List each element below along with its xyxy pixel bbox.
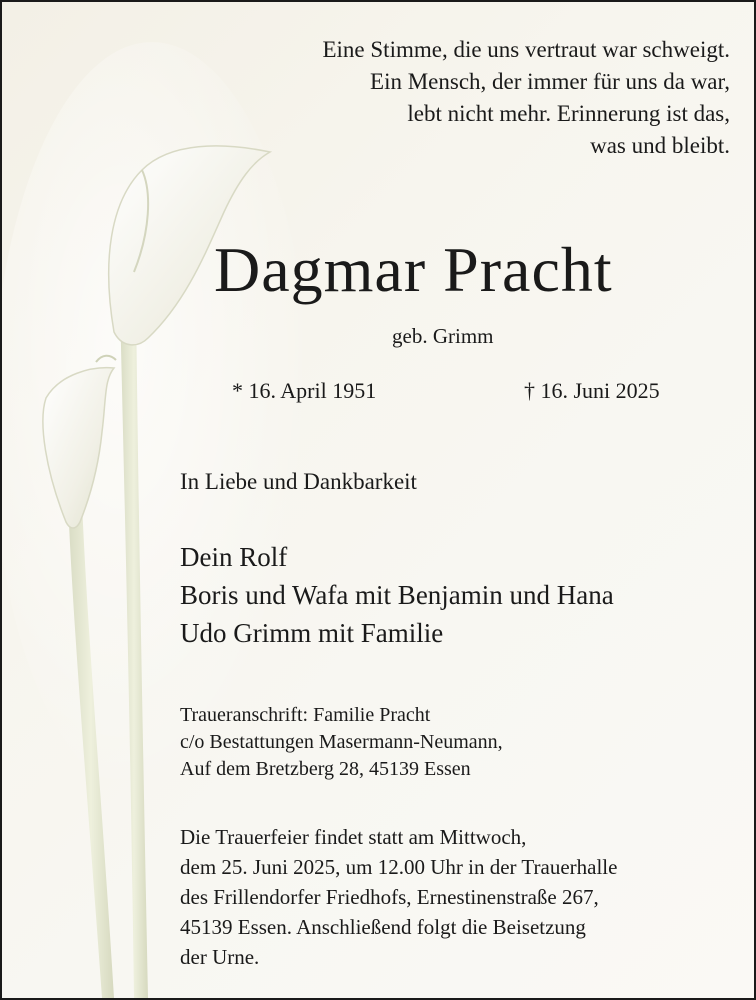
poem-line: was und bleibt.	[590, 133, 730, 158]
service-line: dem 25. Juni 2025, um 12.00 Uhr in der Trauerhalle	[180, 855, 618, 879]
service-line: 45139 Essen. Anschließend folgt die Beisetzung	[180, 915, 586, 939]
mourner-line: Boris und Wafa mit Benjamin und Hana	[180, 580, 614, 610]
service-line: der Urne.	[180, 945, 260, 969]
dedication-text: In Liebe und Dankbarkeit	[180, 469, 417, 494]
mourning-address	[180, 702, 503, 783]
service-line: des Frillendorfer Friedhofs, Ernestinenstraße 267,	[180, 885, 599, 909]
address-line: Auf dem Bretzberg 28, 45139 Essen	[180, 758, 471, 780]
funeral-service-info	[180, 822, 617, 972]
mourner-line: Dein Rolf	[180, 542, 288, 572]
poem-line: lebt nicht mehr. Erinnerung ist das,	[407, 101, 730, 126]
mourners-list	[180, 538, 614, 652]
service-line: Die Trauerfeier findet statt am Mittwoch,	[180, 825, 527, 849]
mourner-line: Udo Grimm mit Familie	[180, 618, 444, 648]
death-date: † 16. Juni 2025	[524, 378, 660, 403]
poem-line: Eine Stimme, die uns vertraut war schweigt.	[322, 37, 730, 62]
poem-verse	[322, 34, 730, 162]
deceased-name: Dagmar Pracht	[214, 234, 613, 305]
address-line: Traueranschrift: Familie Pracht	[180, 704, 431, 726]
address-line: c/o Bestattungen Masermann-Neumann,	[180, 731, 503, 753]
maiden-name: geb. Grimm	[392, 324, 494, 348]
poem-line: Ein Mensch, der immer für uns da war,	[370, 69, 730, 94]
birth-date: * 16. April 1951	[232, 378, 377, 403]
